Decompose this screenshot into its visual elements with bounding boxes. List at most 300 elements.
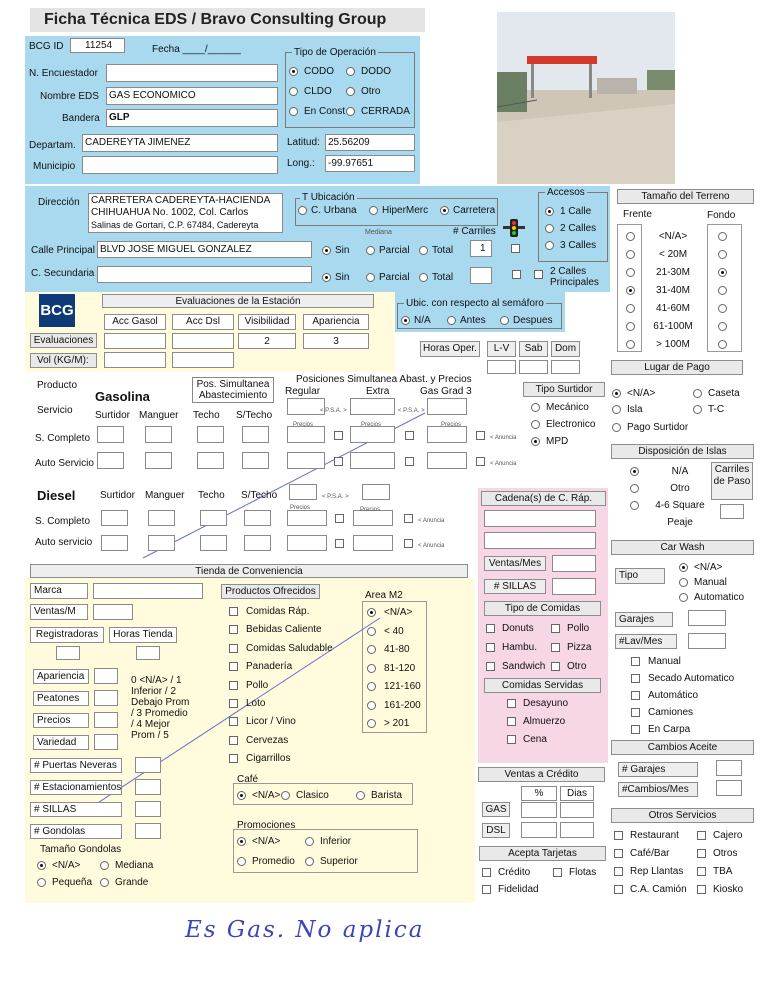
car-wash-tipo-label: Tipo bbox=[615, 568, 665, 584]
pos-sim-label: Pos. Simultanea Abastecimiento bbox=[196, 379, 270, 401]
semaforo-radio-despues[interactable] bbox=[500, 316, 509, 325]
producto-label-comidas-r-p: Comidas Ráp. bbox=[246, 606, 310, 617]
producto-check-cigarrillos[interactable] bbox=[229, 754, 238, 763]
fondo-radio-61-100m[interactable] bbox=[718, 322, 727, 331]
tipo-op-label-codo: CODO bbox=[304, 66, 334, 77]
fondo-radio-20m[interactable] bbox=[718, 250, 727, 259]
promo-radio-inferior[interactable] bbox=[305, 837, 314, 846]
pago-label-caseta: Caseta bbox=[708, 388, 740, 399]
promo-label-superior: Superior bbox=[320, 856, 358, 867]
comida-check-donuts[interactable] bbox=[486, 624, 495, 633]
gas-auto-s-techo[interactable] bbox=[242, 452, 269, 469]
dsl-completo-surtidor[interactable] bbox=[101, 510, 128, 526]
scale-line-5: / 4 Mejor bbox=[131, 719, 170, 730]
calle-principal-opt-total: Total bbox=[432, 245, 454, 256]
calle-principal-opt-sin: Sin bbox=[335, 245, 350, 256]
tienda-sillas-field[interactable] bbox=[135, 801, 161, 817]
producto-check-licor-vino[interactable] bbox=[229, 717, 238, 726]
dsl-anuncia-completo: < Anuncia bbox=[418, 518, 445, 524]
horas-day-dom: Dom bbox=[551, 341, 580, 357]
gas-auto-manguer[interactable] bbox=[145, 452, 172, 469]
otros-check-caf-bar[interactable] bbox=[614, 849, 623, 858]
evaluaciones-header: Evaluaciones de la Estación bbox=[102, 294, 374, 308]
carwash-label-automatico: Automatico bbox=[694, 592, 745, 603]
servida-label-desayuno: Desayuno bbox=[523, 698, 569, 709]
tienda-peatones-field[interactable] bbox=[94, 690, 118, 706]
eval-value-visibilidad[interactable] bbox=[238, 333, 296, 349]
latitud-value: 25.56209 bbox=[328, 137, 370, 148]
area-label-161-200: 161-200 bbox=[384, 699, 421, 711]
fondo-radio-100m[interactable] bbox=[718, 340, 727, 349]
ubic-radio-hipermerc[interactable] bbox=[369, 206, 378, 215]
calle-secundaria-opt-parcial: Parcial bbox=[379, 272, 410, 283]
tienda-apariencia-label: Apariencia bbox=[33, 669, 89, 684]
disp-radio-n-a[interactable] bbox=[630, 467, 639, 476]
comida-label-donuts: Donuts bbox=[502, 623, 534, 634]
cafe-label-clasico: Clasico bbox=[296, 790, 329, 801]
otros-label-rep-llantas: Rep Llantas bbox=[630, 866, 684, 877]
disp-label-4-6-square: 4-6 Square bbox=[655, 500, 705, 511]
acceso-label-2-calles: 2 Calles bbox=[560, 223, 597, 234]
frente-radio-41-60m[interactable] bbox=[626, 304, 635, 313]
dsl-precio-b-auto[interactable] bbox=[353, 535, 393, 551]
disp-radio-otro[interactable] bbox=[630, 484, 639, 493]
registradoras-field[interactable] bbox=[56, 646, 80, 660]
credito-gas-label: GAS bbox=[482, 802, 510, 817]
disp-label-peaje: Peaje bbox=[667, 517, 693, 528]
tienda-title: Tienda de Conveniencia bbox=[30, 564, 468, 578]
terreno-size-31-40m: 31-40M bbox=[656, 285, 690, 296]
carwash-check-autom-tico[interactable] bbox=[631, 691, 640, 700]
tipo-op-label-dodo: DODO bbox=[361, 66, 391, 77]
producto-check-comidas-saludable[interactable] bbox=[229, 644, 238, 653]
calle-principal-radio-parcial[interactable] bbox=[366, 246, 375, 255]
gas-grad3-anuncia-completo[interactable] bbox=[476, 431, 485, 440]
otros-check-c-a-cami-n[interactable] bbox=[614, 885, 623, 894]
dsl-anuncia-a-auto[interactable] bbox=[335, 539, 344, 548]
gondola-radio-mediana[interactable] bbox=[100, 861, 109, 870]
cambios-aceite-title: Cambios Aceite bbox=[611, 740, 754, 755]
acceso-radio-1-calle[interactable] bbox=[545, 207, 554, 216]
extra-label: Extra bbox=[366, 386, 390, 397]
carriles-label: # Carriles bbox=[453, 226, 496, 237]
tarjeta-check-fidelidad[interactable] bbox=[482, 885, 491, 894]
acceso-radio-2-calles[interactable] bbox=[545, 224, 554, 233]
pago-label-pago-surtidor: Pago Surtidor bbox=[627, 422, 689, 433]
comida-label-pollo: Pollo bbox=[567, 623, 590, 634]
eval-value-acc-gasol[interactable] bbox=[104, 333, 166, 349]
servida-check-cena[interactable] bbox=[507, 735, 516, 744]
tienda-puertas-field[interactable] bbox=[135, 757, 161, 773]
carwash-check-camiones[interactable] bbox=[631, 708, 640, 717]
comida-label-hambu: Hambu. bbox=[502, 642, 538, 653]
gondola-label-mediana: Mediana bbox=[115, 860, 154, 871]
area-radio-161-200[interactable] bbox=[367, 701, 376, 710]
comida-check-sandwich[interactable] bbox=[486, 662, 495, 671]
dsl-anuncia-a-completo[interactable] bbox=[335, 514, 344, 523]
pago-radio-isla[interactable] bbox=[612, 405, 621, 414]
lugar-pago-title: Lugar de Pago bbox=[611, 360, 743, 375]
gas-extra-anuncia-completo[interactable] bbox=[405, 431, 414, 440]
pago-radio-caseta[interactable] bbox=[693, 389, 702, 398]
gas-grad3-top[interactable] bbox=[427, 398, 467, 415]
fondo-label: Fondo bbox=[707, 210, 736, 221]
longitud-label: Long.: bbox=[287, 158, 315, 169]
semaforo-radio-antes[interactable] bbox=[447, 316, 456, 325]
departam-value: CADEREYTA JIMENEZ bbox=[85, 137, 191, 148]
frente-radio-20m[interactable] bbox=[626, 250, 635, 259]
horas-tienda-label: Horas Tienda bbox=[109, 627, 177, 643]
tienda-sillas-label: # SILLAS bbox=[30, 802, 122, 817]
pago-label-n-a: <N/A> bbox=[627, 388, 656, 399]
pos-abast-label: Posiciones Simultanea Abast. y Precios bbox=[296, 374, 472, 385]
dsl-completo-techo[interactable] bbox=[200, 510, 227, 526]
registradoras-label: Registradoras bbox=[30, 627, 104, 643]
gondola-label-peque-a: Pequeña bbox=[52, 877, 93, 888]
ubic-label-c-urbana: C. Urbana bbox=[311, 205, 357, 216]
tienda-marca-field[interactable] bbox=[93, 583, 203, 599]
cadena-sillas-label: # SILLAS bbox=[484, 579, 546, 594]
area-label-201: > 201 bbox=[384, 718, 410, 729]
fondo-radio-31-40m[interactable] bbox=[718, 286, 727, 295]
tipo-op-radio-en-const[interactable] bbox=[289, 107, 298, 116]
otros-check-kiosko[interactable] bbox=[697, 885, 706, 894]
frente-radio-n-a[interactable] bbox=[626, 232, 635, 241]
tienda-apariencia-field[interactable] bbox=[94, 668, 118, 684]
area-radio-40[interactable] bbox=[367, 627, 376, 636]
frente-radio-100m[interactable] bbox=[626, 340, 635, 349]
tienda-gondolas-label: # Gondolas bbox=[30, 824, 122, 839]
handwritten-note: Es Gas. No aplica bbox=[185, 917, 425, 943]
dsl-precio-a-auto[interactable] bbox=[287, 535, 327, 551]
producto-label-pollo: Pollo bbox=[246, 679, 269, 691]
frente-label: Frente bbox=[623, 209, 652, 220]
calle-secundaria-label: C. Secundaria bbox=[31, 268, 95, 279]
tipo-op-label-cerrada: CERRADA bbox=[361, 106, 410, 117]
gas-completo-surtidor[interactable] bbox=[97, 426, 124, 443]
calle-principal-radio-total[interactable] bbox=[419, 246, 428, 255]
otros-check-rep-llantas[interactable] bbox=[614, 867, 623, 876]
vol-label: Vol (KG/M): bbox=[30, 353, 97, 368]
direccion-label: Dirección bbox=[38, 197, 80, 208]
carwash-radio-automatico[interactable] bbox=[679, 593, 688, 602]
calle-secundaria-opt-total: Total bbox=[432, 272, 454, 283]
comidas-servidas-title: Comidas Servidas bbox=[484, 678, 601, 693]
comida-check-hambu[interactable] bbox=[486, 643, 495, 652]
longitud-value: -99.97651 bbox=[328, 158, 374, 169]
area-label-n-a: <N/A> bbox=[384, 607, 413, 618]
area-label-81-120: 81-120 bbox=[384, 662, 416, 674]
cafe-radio-n-a[interactable] bbox=[237, 791, 246, 800]
encuestador-label: N. Encuestador bbox=[29, 68, 98, 79]
servida-check-almuerzo[interactable] bbox=[507, 717, 516, 726]
ventas-mes-label: Ventas/Mes bbox=[484, 556, 546, 571]
eval-value-acc-dsl[interactable] bbox=[172, 333, 234, 349]
otros-label-caf-bar: Café/Bar bbox=[630, 848, 670, 859]
gas-regular-auto[interactable] bbox=[287, 452, 325, 469]
dsl-auto-s-techo[interactable] bbox=[244, 535, 271, 551]
surtidor-radio-mec-nico[interactable] bbox=[531, 403, 540, 412]
disp-label-otro: Otro bbox=[670, 483, 690, 494]
gas-psa-2: < P.S.A. > bbox=[398, 408, 425, 414]
cafe-radio-barista[interactable] bbox=[356, 791, 365, 800]
tienda-ventas-label: Ventas/M bbox=[30, 604, 88, 620]
tienda-gondolas-field[interactable] bbox=[135, 823, 161, 839]
servida-check-desayuno[interactable] bbox=[507, 699, 516, 708]
comida-check-pollo[interactable] bbox=[551, 624, 560, 633]
producto-check-comidas-r-p[interactable] bbox=[229, 607, 238, 616]
dsl-col-surtidor: Surtidor bbox=[100, 490, 136, 501]
calle-principal-radio-sin[interactable] bbox=[322, 246, 331, 255]
tienda-variedad-field[interactable] bbox=[94, 734, 118, 750]
gondola-radio-grande[interactable] bbox=[100, 878, 109, 887]
frente-radio-31-40m[interactable] bbox=[626, 286, 635, 295]
carwash-radio-manual[interactable] bbox=[679, 578, 688, 587]
eval-col-apariencia: Apariencia bbox=[303, 314, 369, 330]
area-label: Area M2 bbox=[365, 590, 403, 601]
pago-label-t-c: T-C bbox=[708, 404, 725, 415]
gas-grad-label: Gas Grad 3 bbox=[420, 386, 472, 397]
gas-grad3-anuncia-auto[interactable] bbox=[476, 457, 485, 466]
producto-label-panader-a: Panadería bbox=[246, 661, 293, 673]
tarjeta-label-fidelidad: Fidelidad bbox=[498, 884, 539, 895]
eval-value-apariencia[interactable] bbox=[303, 333, 369, 349]
producto-label: Producto bbox=[37, 380, 78, 391]
gondola-radio-peque-a[interactable] bbox=[37, 878, 46, 887]
diesel-label: Diesel bbox=[37, 488, 76, 503]
tienda-ventas-field[interactable] bbox=[93, 604, 133, 620]
promo-label-inferior: Inferior bbox=[320, 836, 352, 847]
surtidor-radio-electronico[interactable] bbox=[531, 420, 540, 429]
area-label-40: < 40 bbox=[384, 625, 404, 637]
producto-label-licor-vino: Licor / Vino bbox=[246, 716, 296, 728]
nombre-eds-label: Nombre EDS bbox=[40, 91, 99, 102]
municipio-label: Municipio bbox=[33, 161, 76, 172]
direccion-line-3: Salinas de Gortari, C.P. 67484, Cadereyta bbox=[91, 220, 259, 230]
tienda-precios-label: Precios bbox=[33, 713, 89, 728]
horas-day-sab: Sab bbox=[519, 341, 548, 357]
otros-check-cajero[interactable] bbox=[697, 831, 706, 840]
calle-principal-label: Calle Principal bbox=[31, 245, 95, 256]
gas-auto-servicio-label: Auto Servicio bbox=[35, 458, 94, 469]
gas-auto-surtidor[interactable] bbox=[97, 452, 124, 469]
comida-label-otro: Otro bbox=[567, 661, 587, 672]
gondola-label-n-a: <N/A> bbox=[52, 860, 81, 871]
cafe-radio-clasico[interactable] bbox=[281, 791, 290, 800]
ubic-label-hipermerc: HiperMerc bbox=[382, 205, 429, 216]
horas-tienda-field[interactable] bbox=[136, 646, 160, 660]
fondo-radio-21-30m[interactable] bbox=[718, 268, 727, 277]
dsl-anuncia-b-completo[interactable] bbox=[404, 514, 413, 523]
cafe-label-barista: Barista bbox=[371, 790, 403, 801]
acceso-radio-3-calles[interactable] bbox=[545, 241, 554, 250]
carwash-check-en-carpa[interactable] bbox=[631, 725, 640, 734]
gas-col-surtidor: Surtidor bbox=[95, 410, 131, 421]
gas-anuncia-auto: < Anuncia bbox=[490, 461, 517, 467]
bcg-id-value: 11254 bbox=[85, 40, 113, 51]
gas-extra-top[interactable] bbox=[350, 398, 395, 415]
producto-check-pollo[interactable] bbox=[229, 681, 238, 690]
mediana-label: Mediana bbox=[365, 229, 392, 236]
ventas-credito-title: Ventas a Crédito bbox=[478, 767, 605, 782]
eval-value-text-apariencia: 3 bbox=[333, 336, 339, 347]
frente-radio-21-30m[interactable] bbox=[626, 268, 635, 277]
tienda-marca-label: Marca bbox=[30, 583, 88, 599]
pago-radio-t-c[interactable] bbox=[693, 405, 702, 414]
horas-field-sab[interactable] bbox=[519, 360, 548, 374]
bandera-label: Bandera bbox=[62, 113, 100, 124]
cambios-mes-label: #Cambios/Mes bbox=[618, 782, 698, 797]
latitud-label: Latitud: bbox=[287, 137, 320, 148]
semaforo-radio-n-a[interactable] bbox=[401, 316, 410, 325]
dsl-top-b[interactable] bbox=[362, 484, 390, 500]
credito-dsl-label: DSL bbox=[482, 823, 510, 838]
productos-title: Productos Ofrecidos bbox=[221, 584, 320, 599]
cadena-title: Cadena(s) de C. Ráp. bbox=[481, 491, 606, 506]
carwash-check-manual[interactable] bbox=[631, 657, 640, 666]
fecha-label[interactable]: Fecha ____/______ bbox=[152, 44, 241, 55]
dsl-col-manguer: Manguer bbox=[145, 490, 185, 501]
direccion-line-1: CARRETERA CADEREYTA-HACIENDA bbox=[91, 195, 271, 206]
comida-check-otro[interactable] bbox=[551, 662, 560, 671]
gas-col-s-techo: S/Techo bbox=[236, 410, 273, 421]
surtidor-label-electronico: Electronico bbox=[546, 419, 596, 430]
gas-auto-techo[interactable] bbox=[197, 452, 224, 469]
otros-check-tba[interactable] bbox=[697, 867, 706, 876]
dsl-anuncia-b-auto[interactable] bbox=[404, 539, 413, 548]
area-radio-n-a[interactable] bbox=[367, 608, 376, 617]
gas-completo-manguer[interactable] bbox=[145, 426, 172, 443]
gas-extra-auto[interactable] bbox=[350, 452, 395, 469]
credito-pct-label: % bbox=[521, 786, 557, 801]
tarjeta-check-flotas[interactable] bbox=[553, 868, 562, 877]
otros-check-otros[interactable] bbox=[697, 849, 706, 858]
ubic-radio-carretera[interactable] bbox=[440, 206, 449, 215]
tarjeta-label-flotas: Flotas bbox=[569, 867, 597, 878]
horas-field-dom[interactable] bbox=[551, 360, 580, 374]
tipo-op-label-en-const: En Const bbox=[304, 106, 346, 117]
eval-col-visibilidad: Visibilidad bbox=[238, 314, 296, 330]
gas-regular-anuncia-completo[interactable] bbox=[334, 431, 343, 440]
producto-check-loto[interactable] bbox=[229, 699, 238, 708]
ubic-radio-c-urbana[interactable] bbox=[298, 206, 307, 215]
dsl-col-techo: Techo bbox=[198, 490, 225, 501]
semaforo-legend: Ubic. con respecto al semáforo bbox=[406, 298, 544, 309]
tarjeta-label-cr-dito: Crédito bbox=[498, 867, 531, 878]
ubic-label-carretera: Carretera bbox=[453, 205, 496, 216]
carwash-label-n-a: <N/A> bbox=[694, 562, 723, 573]
carwash-check-label-en-carpa: En Carpa bbox=[648, 724, 691, 735]
carwash-check-label-autom-tico: Automático bbox=[648, 690, 699, 701]
producto-check-bebidas-caliente[interactable] bbox=[229, 625, 238, 634]
bcg-id-label: BCG ID bbox=[29, 41, 64, 52]
tipo-op-radio-codo[interactable] bbox=[289, 67, 298, 76]
carwash-check-secado-automatico[interactable] bbox=[631, 674, 640, 683]
dsl-completo-s-techo[interactable] bbox=[244, 510, 271, 526]
dsl-auto-manguer[interactable] bbox=[148, 535, 175, 551]
acceso-label-1-calle: 1 Calle bbox=[560, 206, 592, 217]
scale-line-2: Inferior / 2 bbox=[131, 686, 177, 697]
gas-completo-techo[interactable] bbox=[197, 426, 224, 443]
terreno-size-n-a: <N/A> bbox=[658, 231, 688, 242]
tipo-op-radio-dodo[interactable] bbox=[346, 67, 355, 76]
otros-label-otros: Otros bbox=[713, 848, 738, 859]
disp-radio-4-6-square[interactable] bbox=[630, 501, 639, 510]
tarjetas-title: Acepta Tarjetas bbox=[479, 846, 606, 861]
comida-check-pizza[interactable] bbox=[551, 643, 560, 652]
disp-label-n-a: N/A bbox=[671, 466, 689, 477]
tienda-precios-field[interactable] bbox=[94, 712, 118, 728]
regular-label: Regular bbox=[285, 386, 321, 397]
promo-label-promedio: Promedio bbox=[252, 856, 295, 867]
eval-col-acc-gasol: Acc Gasol bbox=[104, 314, 166, 330]
horas-field-l-v[interactable] bbox=[487, 360, 516, 374]
accesos-legend: Accesos bbox=[547, 187, 585, 198]
tarjeta-check-cr-dito[interactable] bbox=[482, 868, 491, 877]
gas-grad3-auto[interactable] bbox=[427, 452, 467, 469]
promo-radio-superior[interactable] bbox=[305, 857, 314, 866]
dsl-auto-servicio-label: Auto servicio bbox=[35, 537, 93, 548]
producto-check-panader-a[interactable] bbox=[229, 662, 238, 671]
departam-label: Departam. bbox=[29, 140, 76, 151]
gas-regular-anuncia-auto[interactable] bbox=[334, 457, 343, 466]
bandera-value: GLP bbox=[109, 112, 130, 123]
calle-secundaria-radio-parcial[interactable] bbox=[366, 273, 375, 282]
area-radio-81-120[interactable] bbox=[367, 664, 376, 673]
tipo-op-radio-cerrada[interactable] bbox=[346, 107, 355, 116]
dsl-completo-manguer[interactable] bbox=[148, 510, 175, 526]
carwash-radio-n-a[interactable] bbox=[679, 563, 688, 572]
terreno-size-100m: > 100M bbox=[656, 339, 690, 350]
dsl-auto-surtidor[interactable] bbox=[101, 535, 128, 551]
producto-check-cervezas[interactable] bbox=[229, 736, 238, 745]
dsl-auto-techo[interactable] bbox=[200, 535, 227, 551]
tipo-op-radio-cldo[interactable] bbox=[289, 87, 298, 96]
tipo-op-radio-otro[interactable] bbox=[346, 87, 355, 96]
calle-secundaria-radio-total[interactable] bbox=[419, 273, 428, 282]
tienda-estacionamientos-field[interactable] bbox=[135, 779, 161, 795]
promo-radio-n-a[interactable] bbox=[237, 837, 246, 846]
area-radio-121-160[interactable] bbox=[367, 682, 376, 691]
cafe-label: Café bbox=[237, 774, 259, 785]
surtidor-radio-mpd[interactable] bbox=[531, 437, 540, 446]
gas-extra-anuncia-auto[interactable] bbox=[405, 457, 414, 466]
dsl-top-a[interactable] bbox=[289, 484, 317, 500]
fondo-radio-n-a[interactable] bbox=[718, 232, 727, 241]
pago-radio-n-a[interactable] bbox=[612, 389, 621, 398]
comida-label-sandwich: Sandwich bbox=[502, 661, 546, 672]
fondo-radio-41-60m[interactable] bbox=[718, 304, 727, 313]
horas-oper-label: Horas Oper. bbox=[420, 341, 480, 357]
semaforo-label-antes: Antes bbox=[460, 315, 486, 326]
gas-precios-3: Precios bbox=[441, 422, 462, 428]
area-radio-201[interactable] bbox=[367, 719, 376, 728]
tipo-operacion-legend: Tipo de Operación bbox=[294, 47, 376, 58]
carriles-paso-label: Carriles de Paso bbox=[711, 462, 753, 500]
frente-radio-61-100m[interactable] bbox=[626, 322, 635, 331]
promo-radio-promedio[interactable] bbox=[237, 857, 246, 866]
terreno-size-41-60m: 41-60M bbox=[656, 303, 690, 314]
pago-radio-pago-surtidor[interactable] bbox=[612, 423, 621, 432]
servida-label-cena: Cena bbox=[523, 734, 547, 745]
area-radio-41-80[interactable] bbox=[367, 645, 376, 654]
gondola-radio-n-a[interactable] bbox=[37, 861, 46, 870]
producto-label-comidas-saludable: Comidas Saludable bbox=[246, 642, 333, 654]
calle-secundaria-radio-sin[interactable] bbox=[322, 273, 331, 282]
gas-completo-s-techo[interactable] bbox=[242, 426, 269, 443]
cafe-label-n-a: <N/A> bbox=[252, 790, 281, 801]
otros-check-restaurant[interactable] bbox=[614, 831, 623, 840]
